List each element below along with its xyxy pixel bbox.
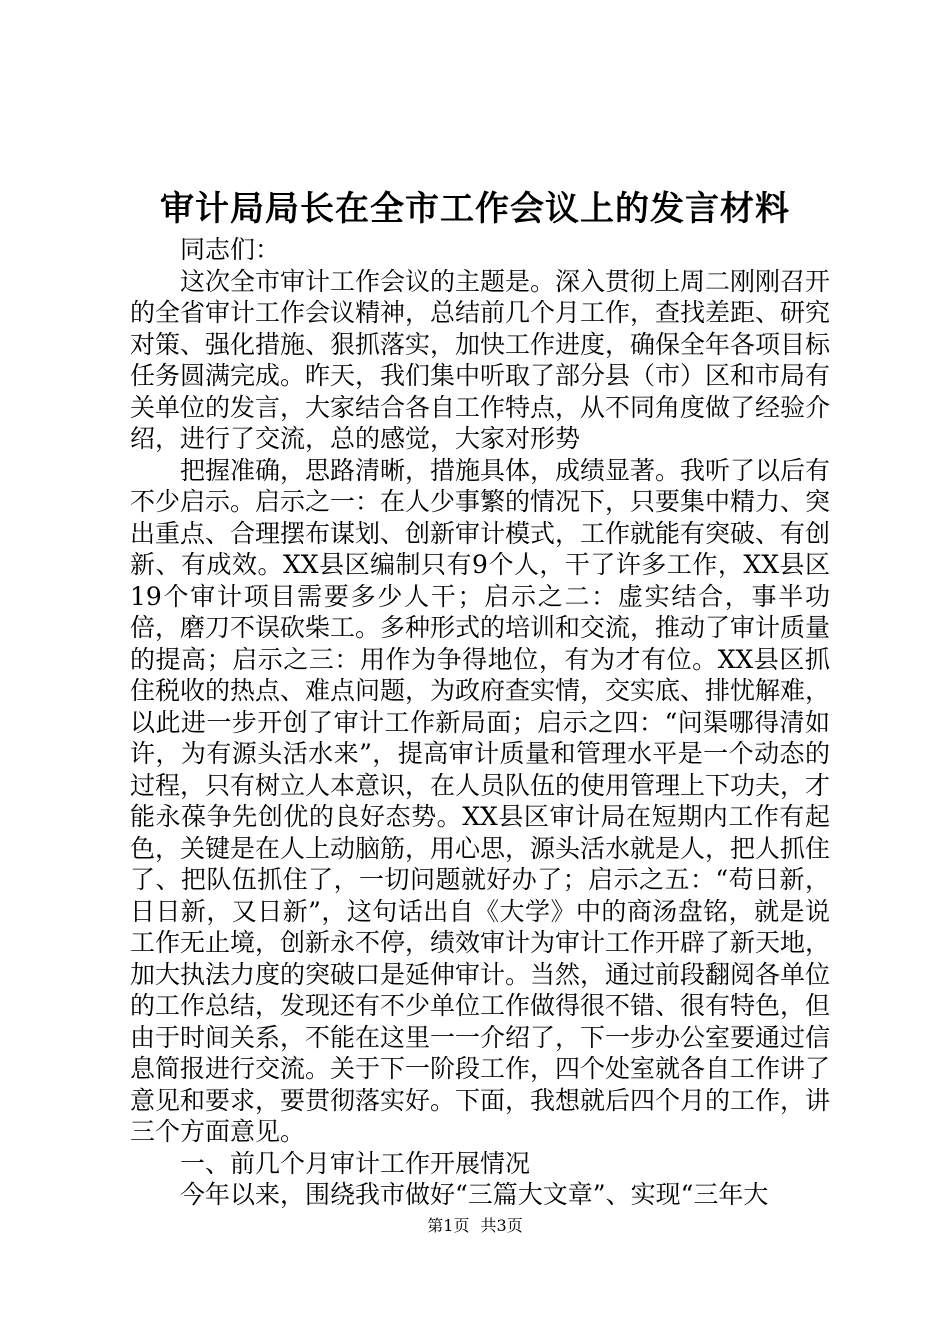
paragraph-1: 这次全市审计工作会议的主题是。深入贯彻上周二刚刚召开的全省审计工作会议精神，总结前几个月工作，查找差距、研究对策、强化措施、狠抓落实，加快工作进度，确保全年各项目标任务圆满完成。昨天，我们集中听取了部分县（市）区和市局有关单位的发言，大家结合各自工作特点，从不同角度做了经验介绍，进行了交流，总的感觉，大家对形势	[130, 266, 831, 453]
page-total: 共3页	[480, 1216, 523, 1235]
section-heading-1: 一、前几个月审计工作开展情况	[180, 1148, 531, 1178]
paragraph-3: 今年以来，围绕我市做好“三篇大文章”、实现“三年大	[180, 1180, 769, 1209]
page-footer	[0, 1215, 950, 1237]
paragraph-2: 把握准确，思路清晰，措施具体，成绩显著。我听了以后有不少启示。启示之一：在人少事繁的情况下，只要集中精力、突出重点、合理摆布谋划、创新审计模式，工作就能有突破、有创新、有成效。XX县区编制只有9个人，干了许多工作，XX县区19个审计项目需要多少人干；启示之二：虚实结合，事半功倍，磨刀不误砍柴工。多种形式的培训和交流，推动了审计质量的提高；启示之三：用作为争得地位，有为才有位。XX县区抓住税收的热点、难点问题，为政府查实情，交实底、排忧解难，以此进一步开创了审计工作新局面；启示之四：“问渠哪得清如许，为有源头活水来”，提高审计质量和管理水平是一个动态的过程，只有树立人本意识，在人员队伍的使用管理上下功夫，才能永葆争先创优的良好态势。XX县区审计局在短期内工作有起色，关键是在人上动脑筋，用心思，源头活水就是人，把人抓住了、把队伍抓住了，一切问题就好办了；启示之五：“苟日新，日日新，又日新”，这句话出自《大学》中的商汤盘铭，就是说工作无止境，创新永不停，绩效审计为审计工作开辟了新天地，加大执法力度的突破口是延伸审计。当然，通过前段翻阅各单位的工作总结，发现还有不少单位工作做得很不错、很有特色，但由于时间关系，不能在这里一一介绍了，下一步办公室要通过信息简报进行交流。关于下一阶段工作，四个处室就各自工作讲了意见和要求，要贯彻落实好。下面，我想就后四个月的工作，讲三个方面意见。	[130, 455, 831, 1146]
page-number: 第1页	[427, 1216, 470, 1235]
salutation: 同志们：	[180, 235, 281, 264]
document-title: 审计局局长在全市工作会议上的发言材料	[160, 189, 790, 229]
document-body	[130, 234, 830, 1211]
